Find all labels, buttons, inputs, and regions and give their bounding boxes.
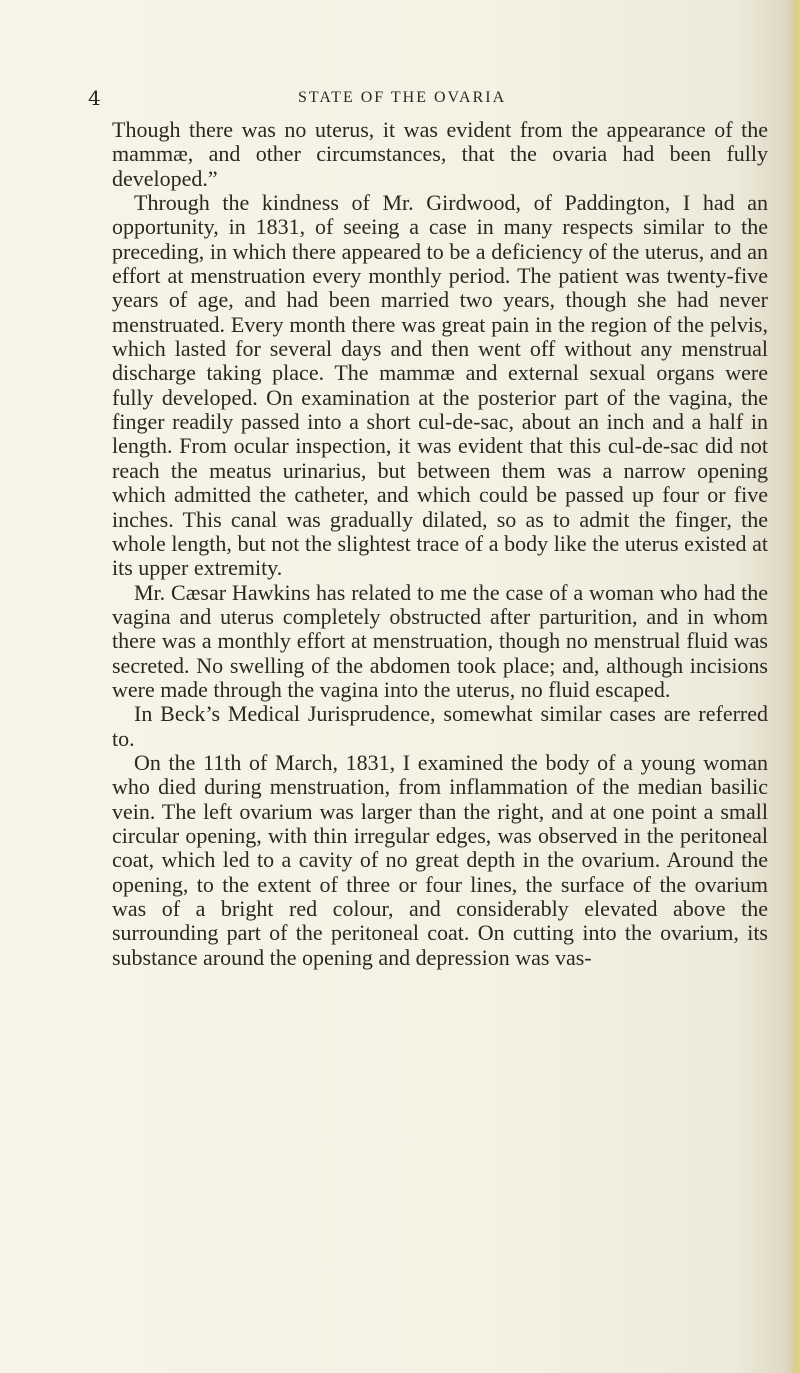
running-head: STATE OF THE OVARIA: [298, 89, 507, 106]
page-edge: [786, 0, 800, 1373]
paragraph-march-examination: On the 11th of March, 1831, I examined the body of a young woman who died during menstruation, from inflammation of the median basilic vein. The left ovarium was larger than the right, and at one point a small circular opening, with thin irregular edges, was observed in the peritoneal coat, which led to a cavity of no great depth in the ovarium. Around the opening, to the extent of three or four lines, the surface of the ovarium was of a bright red colour, and considerably elevated above the surrounding part of the peritoneal coat. On cutting into the ovarium, its substance around the opening and depression was vas-: [112, 749, 768, 970]
paragraph-beck-reference: In Beck’s Medical Jurisprudence, somewhat similar cases are referred to.: [112, 701, 768, 751]
body-text: [112, 118, 768, 970]
paragraph-hawkins-case: Mr. Cæsar Hawkins has related to me the case of a woman who had the vagina and uterus completely obstructed after parturition, and in whom there was a monthly effort at menstruation, though no menstrual fluid was secreted. No swelling of the abdomen took place; and, although incisions were made through the vagina into the uterus, no fluid escaped.: [112, 579, 768, 702]
paragraph-girdwood-case: Through the kindness of Mr. Girdwood, of Paddington, I had an opportunity, in 1831, of seeing a case in many respects similar to the preceding, in which there appeared to be a deficiency of the uterus, and an effort at menstruation every monthly period. The patient was twenty-five years of age, and had been married two years, though she had never menstruated. Every month there was great pain in the region of the pelvis, which lasted for several days and then went off without any menstrual discharge taking place. The mammæ and external sexual organs were fully developed. On examination at the posterior part of the vagina, the finger readily passed into a short cul-de-sac, about an inch and a half in length. From ocular inspection, it was evident that this cul-de-sac did not reach the meatus urinarius, but between them was a narrow opening which admitted the catheter, and which could be passed up four or five inches. This canal was gradually dilated, so as to admit the finger, the whole length, but not the slightest trace of a body like the uterus existed at its upper extremity.: [112, 190, 768, 581]
page-header: [88, 86, 768, 112]
page-number: 4: [88, 86, 102, 110]
paragraph-continued: Though there was no uterus, it was evident from the appearance of the mammæ, and other circumstances, that the ovaria had been fully developed.”: [112, 117, 768, 191]
